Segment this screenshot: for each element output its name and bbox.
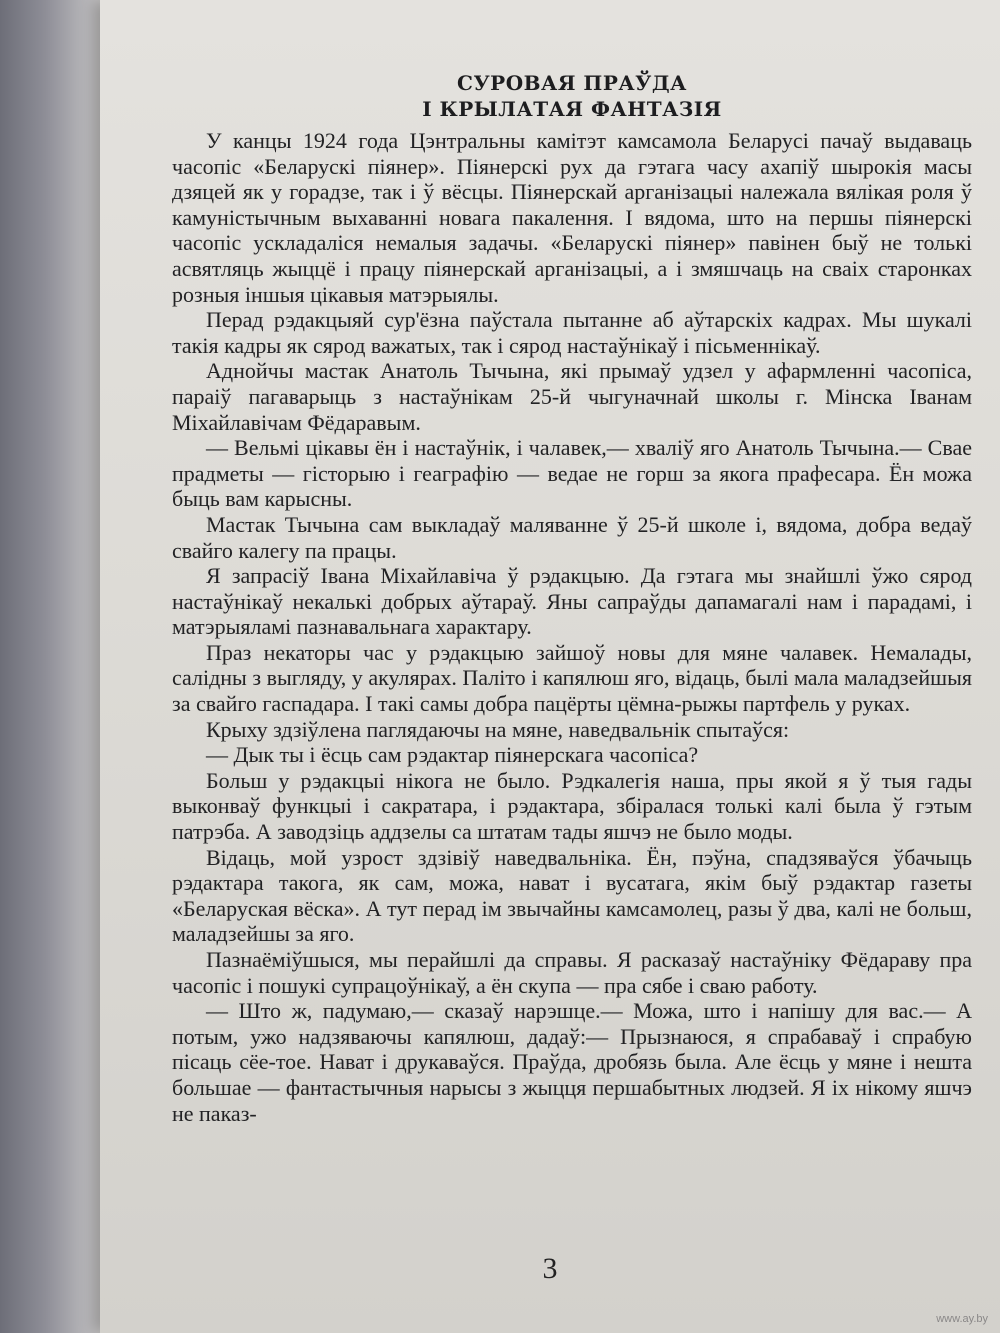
watermark: www.ay.by	[936, 1313, 988, 1325]
paragraph: Аднойчы мастак Анатоль Тычына, які прымаў удзел у афармленні часопіса, параіў пагаварыць з настаўнікам 25-й чыгуначнай школы г. Мінска Іванам Міхайлавічам Фёдаравым.	[172, 358, 972, 435]
paragraph: Відаць, мой узрост здзівіў наведвальніка. Ён, пэўна, спадзяваўся ўбачыць рэдактара такога, як сам, можа, нават і вусатага, якім быў рэдактар газеты «Беларуская вёска». А тут перад ім звычайны камсамолец, разы ў два, калі не больш, маладзейшы за яго.	[172, 844, 972, 947]
body-text	[172, 128, 972, 1126]
book-page	[100, 0, 1000, 1333]
paragraph: — Што ж, падумаю,— сказаў нарэшце.— Можа, што і напішу для вас.— А потым, ужо надзяваючы капялюш, дадаў:— Прызнаюся, я спрабаваў і спрабую пісаць сёе-тое. Нават і друкаваўся. Праўда, дробязь была. Але ёсць у мяне і нешта большае — фантастычныя нарысы з жыцця першабытных людзей. Я іх нікому яшчэ не паказ-	[172, 998, 972, 1126]
chapter-title	[172, 70, 972, 122]
book-spine-shadow	[0, 0, 110, 1333]
page-number: 3	[542, 1252, 558, 1285]
paragraph: Перад рэдакцыяй сур'ёзна паўстала пытанне аб аўтарскіх кадрах. Мы шукалі такія кадры як сярод важатых, так і сярод настаўнікаў і пісьменнікаў.	[172, 307, 972, 358]
chapter-title-line-2: І КРЫЛАТАЯ ФАНТАЗІЯ	[422, 97, 722, 121]
paragraph: Мастак Тычына сам выкладаў маляванне ў 25-й школе і, вядома, добра ведаў свайго калегу па працы.	[172, 511, 972, 563]
paragraph: Крыху здзіўлена паглядаючы на мяне, наведвальнік спытаўся:	[206, 716, 790, 742]
chapter-title-line-1: СУРОВАЯ ПРАЎДА	[457, 71, 687, 95]
paragraph: Праз некаторы час у рэдакцыю зайшоў новы для мяне чалавек. Немалады, салідны з выгляду, у акулярах. Паліто і капялюш яго, відаць, былі мала маладзейшыя за свайго гаспадара. І такі самы добра пацёрты цёмна-рыжы партфель у руках.	[172, 639, 972, 717]
paragraph: — Дык ты і ёсць сам рэдактар піянерскага часопіса?	[206, 742, 699, 768]
paragraph: — Вельмі цікавы ён і настаўнік, і чалавек,— хваліў яго Анатоль Тычына.— Свае прадметы — гісторыю і геаграфію — ведае не горш за якога прафесара. Ён можа быць вам карысны.	[172, 435, 972, 512]
paragraph: Я запрасіў Івана Міхайлавіча ў рэдакцыю. Да гэтага мы знайшлі ўжо сярод настаўнікаў некалькі добрых аўтараў. Яны сапраўды дапамагалі нам і парадамі, і матэрыяламі пазнавальнага характару.	[172, 563, 972, 640]
paragraph: Пазнаёміўшыся, мы перайшлі да справы. Я расказаў настаўніку Фёдараву пра часопіс і пошукі супрацоўнікаў, а ён скупа — пра сябе і сваю работу.	[172, 947, 972, 998]
paragraph: Больш у рэдакцыі нікога не было. Рэдкалегія наша, пры якой я ў тыя гады выконваў функцыі і сакратара, і рэдактара, збіралася толькі калі была ў гэтым патрэба. А заводзіць аддзелы са штатам тады яшчэ не было моды.	[172, 767, 972, 845]
paragraph: У канцы 1924 года Цэнтральны камітэт камсамола Беларусі пачаў выдаваць часопіс «Беларускі піянер». Піянерскі рух да гэтага часу ахапіў шырокія масы дзяцей як у горадзе, так і ў вёсцы. Піянерскай арганізацыі належала вялікая роля ў камуністычным выхаванні новага пакалення. І вядома, што на першы піянерскі часопіс ускладаліся немалыя задачы. «Беларускі піянер» павінен быў не толькі асвятляць жыццё і працу піянерскай арганізацыі, а і змяшчаць на сваіх старонках розныя іншыя цікавыя матэрыялы.	[172, 128, 972, 307]
page-content	[172, 70, 972, 1126]
